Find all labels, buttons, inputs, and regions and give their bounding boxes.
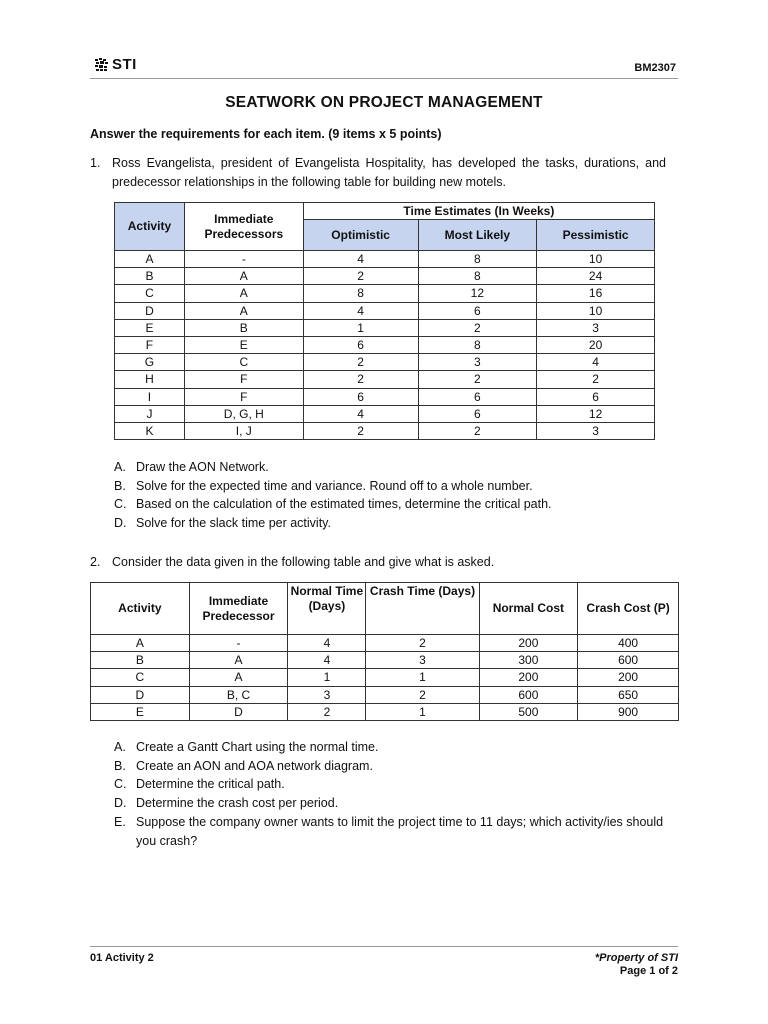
cell: 1: [366, 669, 479, 686]
instructions: Answer the requirements for each item. (9 items x 5 points): [90, 127, 442, 141]
table-row: [115, 251, 655, 268]
page-number: Page 1 of 2: [619, 965, 678, 977]
activity-label: 01 Activity 2: [90, 952, 154, 964]
header-time-estimates: Time Estimates (In Weeks): [303, 203, 654, 220]
header-normal-cost: Normal Cost: [479, 583, 578, 635]
header-predecessors: Immediate Predecessors: [184, 203, 303, 251]
sti-logo: [94, 56, 137, 73]
cell: A: [91, 635, 190, 652]
cell: A: [184, 302, 303, 319]
table-row: [115, 388, 655, 405]
cell: B: [184, 319, 303, 336]
header-crash-cost: Crash Cost (P): [578, 583, 679, 635]
cell: E: [91, 703, 190, 720]
cell: D: [189, 703, 288, 720]
list-item: [114, 813, 666, 850]
header-predecessor: Immediate Predecessor: [189, 583, 288, 635]
cell: 3: [288, 686, 366, 703]
cell: 2: [303, 422, 418, 439]
header-activity: Activity: [91, 583, 190, 635]
table-row: [91, 669, 679, 686]
cell: 900: [578, 703, 679, 720]
footer-right: [595, 952, 678, 978]
cell: 1: [366, 703, 479, 720]
cell: H: [115, 371, 185, 388]
cell: A: [115, 251, 185, 268]
cell: 6: [418, 405, 537, 422]
cell: F: [184, 371, 303, 388]
table-row: [91, 686, 679, 703]
list-letter: A.: [114, 740, 126, 754]
list-item: [114, 738, 666, 757]
list-text: Solve for the slack time per activity.: [136, 516, 331, 531]
list-letter: D.: [114, 796, 127, 811]
list-text: Determine the critical path.: [136, 777, 285, 792]
cell: 6: [303, 336, 418, 353]
cell: 2: [303, 354, 418, 371]
cell: 10: [537, 251, 655, 268]
cell: 500: [479, 703, 578, 720]
table-row: [91, 652, 679, 669]
cell: I, J: [184, 422, 303, 439]
cell: 2: [418, 422, 537, 439]
cell: 8: [418, 268, 537, 285]
list-text: Based on the calculation of the estimated times, determine the critical path.: [136, 497, 552, 512]
question-1-number: 1.: [90, 156, 101, 170]
cell: 200: [479, 635, 578, 652]
cell: 3: [366, 652, 479, 669]
list-letter: B.: [114, 478, 126, 493]
list-text: Determine the crash cost per period.: [136, 796, 339, 811]
list-item: [114, 458, 552, 477]
question-2-text: Consider the data given in the following table and give what is asked.: [112, 555, 495, 569]
cell: 600: [479, 686, 578, 703]
cell: A: [189, 669, 288, 686]
cell: 2: [366, 686, 479, 703]
table-row: [115, 302, 655, 319]
table-row: [91, 703, 679, 720]
cell: K: [115, 422, 185, 439]
cell: 2: [418, 319, 537, 336]
header-normal-time: Normal Time (Days): [288, 583, 366, 635]
cell: G: [115, 354, 185, 371]
cell: -: [184, 251, 303, 268]
cell: 400: [578, 635, 679, 652]
cell: 3: [537, 422, 655, 439]
cell: C: [184, 354, 303, 371]
cell: C: [115, 285, 185, 302]
question-2: [90, 553, 666, 572]
table-row: [115, 319, 655, 336]
list-item: [114, 477, 552, 496]
list-item: [114, 757, 666, 776]
list-letter: B.: [114, 758, 126, 773]
cell: 20: [537, 336, 655, 353]
cell: A: [189, 652, 288, 669]
cell: B, C: [189, 686, 288, 703]
header-crash-time: Crash Time (Days): [366, 583, 479, 635]
cell: 6: [537, 388, 655, 405]
header-most-likely: Most Likely: [418, 220, 537, 251]
question-1-tasks: [114, 458, 552, 533]
cell: 200: [578, 669, 679, 686]
list-letter: E.: [114, 814, 126, 829]
question-2-number: 2.: [90, 555, 101, 569]
cell: 6: [418, 302, 537, 319]
cell: 2: [418, 371, 537, 388]
table-row: [115, 422, 655, 439]
property-notice: *Property of STI: [594, 952, 678, 964]
list-letter: A.: [114, 460, 126, 474]
cell: 650: [578, 686, 679, 703]
cell: 6: [303, 388, 418, 405]
list-text: Create an AON and AOA network diagram.: [136, 758, 373, 773]
cell: 4: [288, 652, 366, 669]
cell: 2: [303, 268, 418, 285]
cell: 600: [578, 652, 679, 669]
cell: 300: [479, 652, 578, 669]
logo-text: STI: [112, 56, 137, 73]
cell: 24: [537, 268, 655, 285]
cell: 200: [479, 669, 578, 686]
cell: 12: [537, 405, 655, 422]
cell: 8: [303, 285, 418, 302]
cell: 1: [288, 669, 366, 686]
cell: 2: [537, 371, 655, 388]
crash-table: [90, 582, 679, 721]
question-1-text: Ross Evangelista, president of Evangelista Hospitality, has developed the tasks, durations, and predecessor relationships in the following table for building new motels.: [112, 156, 666, 189]
cell: 8: [418, 336, 537, 353]
cell: C: [91, 669, 190, 686]
list-text: Create a Gantt Chart using the normal time.: [136, 740, 379, 754]
header-activity: Activity: [115, 203, 185, 251]
cell: 4: [288, 635, 366, 652]
cell: F: [184, 388, 303, 405]
cell: 8: [418, 251, 537, 268]
cell: D: [91, 686, 190, 703]
cell: 1: [303, 319, 418, 336]
question-1: [90, 154, 666, 192]
table-row: [115, 371, 655, 388]
cell: 3: [418, 354, 537, 371]
cell: D, G, H: [184, 405, 303, 422]
list-item: [114, 514, 552, 533]
cell: 4: [537, 354, 655, 371]
table-row: [91, 635, 679, 652]
table-row: [115, 268, 655, 285]
list-text: Solve for the expected time and variance. Round off to a whole number.: [136, 478, 533, 493]
list-item: [114, 495, 552, 514]
header-optimistic: Optimistic: [303, 220, 418, 251]
cell: 4: [303, 251, 418, 268]
cell: 3: [537, 319, 655, 336]
course-code: BM2307: [634, 62, 676, 74]
cell: -: [189, 635, 288, 652]
pert-table: [114, 202, 655, 440]
table-row: [115, 354, 655, 371]
list-item: [114, 794, 666, 813]
cell: 2: [288, 703, 366, 720]
list-text: Suppose the company owner wants to limit the project time to 11 days; which activity/ies should you crash?: [136, 814, 664, 848]
cell: J: [115, 405, 185, 422]
cell: 10: [537, 302, 655, 319]
cell: 2: [366, 635, 479, 652]
cell: B: [115, 268, 185, 285]
header-pessimistic: Pessimistic: [537, 220, 655, 251]
cell: F: [115, 336, 185, 353]
list-letter: C.: [114, 777, 127, 792]
page-footer: [90, 946, 678, 983]
page-title: SEATWORK ON PROJECT MANAGEMENT: [225, 94, 543, 111]
question-2-tasks: [114, 738, 666, 850]
cell: A: [184, 268, 303, 285]
cell: B: [91, 652, 190, 669]
cell: 12: [418, 285, 537, 302]
cell: A: [184, 285, 303, 302]
cell: I: [115, 388, 185, 405]
cell: E: [115, 319, 185, 336]
cell: 2: [303, 371, 418, 388]
cell: E: [184, 336, 303, 353]
table-row: [115, 285, 655, 302]
cell: 16: [537, 285, 655, 302]
table-row: [115, 405, 655, 422]
list-item: [114, 775, 666, 794]
cell: 4: [303, 302, 418, 319]
cell: D: [115, 302, 185, 319]
list-text: Draw the AON Network.: [136, 460, 269, 474]
sti-logo-icon: [94, 57, 110, 73]
list-letter: C.: [114, 497, 127, 512]
table-row: [115, 336, 655, 353]
cell: 6: [418, 388, 537, 405]
list-letter: D.: [114, 516, 127, 531]
cell: 4: [303, 405, 418, 422]
page-header: [90, 56, 678, 79]
